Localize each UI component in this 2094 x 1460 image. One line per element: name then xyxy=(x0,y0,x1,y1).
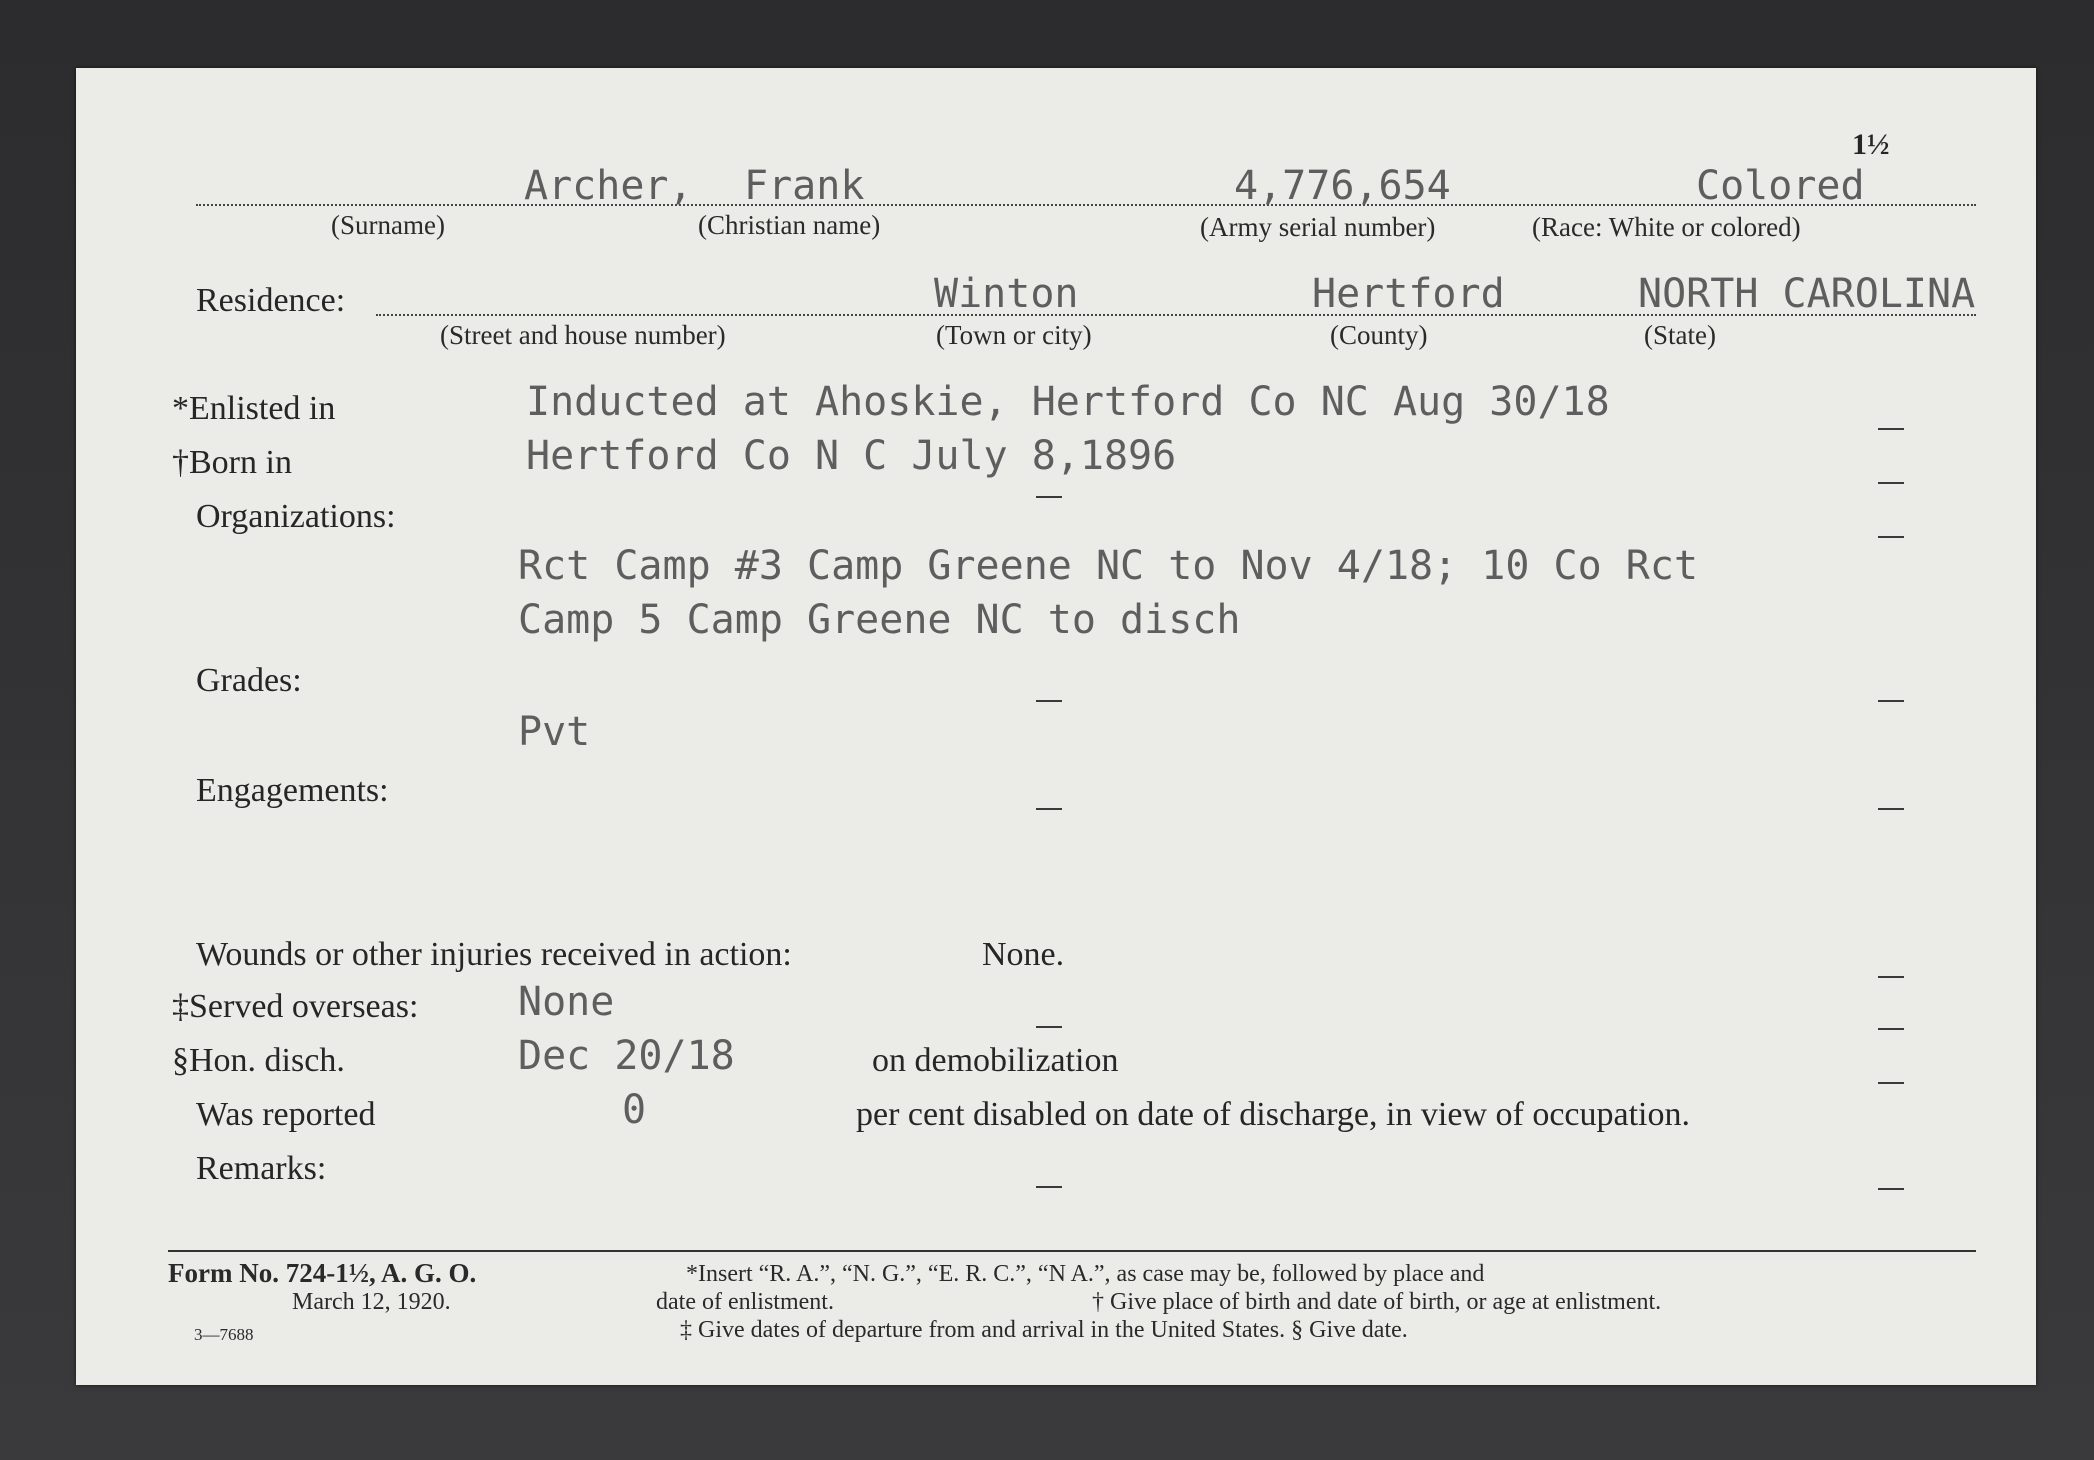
grades-label: Grades: xyxy=(196,662,302,699)
christian-name-value: Frank xyxy=(744,163,865,209)
residence-state-value: NORTH CAROLINA xyxy=(1638,271,1976,317)
organizations-line-2: Camp 5 Camp Greene NC to disch xyxy=(518,597,1241,643)
row-dash xyxy=(1878,428,1904,430)
caption-county: (County) xyxy=(1330,320,1428,350)
disability-percent-value: 0 xyxy=(622,1087,647,1133)
disability-text: per cent disabled on date of discharge, in view of occupation. xyxy=(856,1096,1690,1133)
discharge-reason: on demobilization xyxy=(872,1042,1119,1079)
organizations-label: Organizations: xyxy=(196,498,396,535)
caption-christian-name: (Christian name) xyxy=(698,210,881,240)
born-value: Hertford Co N C July 8,1896 xyxy=(526,433,1177,479)
row-dash xyxy=(1036,808,1062,810)
caption-state: (State) xyxy=(1644,320,1716,350)
honorable-discharge-value: Dec 20/18 xyxy=(518,1033,735,1079)
remarks-label: Remarks: xyxy=(196,1150,327,1187)
row-dash xyxy=(1036,496,1062,498)
caption-surname: (Surname) xyxy=(331,210,445,240)
service-record-card xyxy=(76,68,2036,1385)
footnote-enlistment-cont: date of enlistment. xyxy=(656,1289,834,1315)
footnote-birth: † Give place of birth and date of birth, or age at enlistment. xyxy=(1092,1289,1662,1315)
caption-town: (Town or city) xyxy=(936,320,1092,350)
surname-value: Archer, xyxy=(524,163,693,209)
row-dash xyxy=(1878,808,1904,810)
honorable-discharge-label: §Hon. disch. xyxy=(172,1042,345,1079)
wounds-label: Wounds or other injuries received in action: xyxy=(196,936,792,973)
caption-race: (Race: White or colored) xyxy=(1532,212,1801,242)
row-dash xyxy=(1878,700,1904,702)
race-value: Colored xyxy=(1696,163,1865,209)
caption-street: (Street and house number) xyxy=(440,320,726,350)
row-dash xyxy=(1878,1188,1904,1190)
residence-label: Residence: xyxy=(196,282,346,319)
form-number: Form No. 724-1½, A. G. O. xyxy=(168,1258,477,1288)
footnote-overseas: ‡ Give dates of departure from and arrival in the United States. § Give date. xyxy=(680,1317,1408,1343)
born-label: †Born in xyxy=(172,444,292,481)
residence-county-value: Hertford xyxy=(1312,271,1505,317)
footer-rule xyxy=(168,1250,1976,1252)
grades-value: Pvt xyxy=(518,709,591,755)
enlisted-label: *Enlisted in xyxy=(172,390,336,427)
row-dash xyxy=(1878,1082,1904,1084)
row-dash xyxy=(1878,976,1904,978)
row-dash xyxy=(1036,1026,1062,1028)
served-overseas-value: None xyxy=(518,979,615,1025)
wounds-value: None. xyxy=(982,936,1065,973)
served-overseas-label: ‡Served overseas: xyxy=(172,988,419,1025)
residence-town-value: Winton xyxy=(934,271,1079,317)
form-date: March 12, 1920. xyxy=(292,1289,451,1315)
row-dash xyxy=(1878,482,1904,484)
row-dash xyxy=(1036,1186,1062,1188)
engagements-label: Engagements: xyxy=(196,772,389,809)
row-dash xyxy=(1036,700,1062,702)
enlisted-value: Inducted at Ahoskie, Hertford Co NC Aug 30/18 xyxy=(526,379,1610,425)
row-dash xyxy=(1878,1028,1904,1030)
row-dash xyxy=(1878,536,1904,538)
print-number: 3—7688 xyxy=(194,1325,254,1344)
reported-label: Was reported xyxy=(196,1096,376,1133)
caption-serial-number: (Army serial number) xyxy=(1200,212,1436,242)
footnote-enlistment: *Insert “R. A.”, “N. G.”, “E. R. C.”, “N A.”, as case may be, followed by place and xyxy=(686,1261,1485,1287)
organizations-line-1: Rct Camp #3 Camp Greene NC to Nov 4/18; 10 Co Rct xyxy=(518,543,1699,589)
serial-number-value: 4,776,654 xyxy=(1234,163,1451,209)
corner-mark: 1½ xyxy=(1852,128,1890,161)
